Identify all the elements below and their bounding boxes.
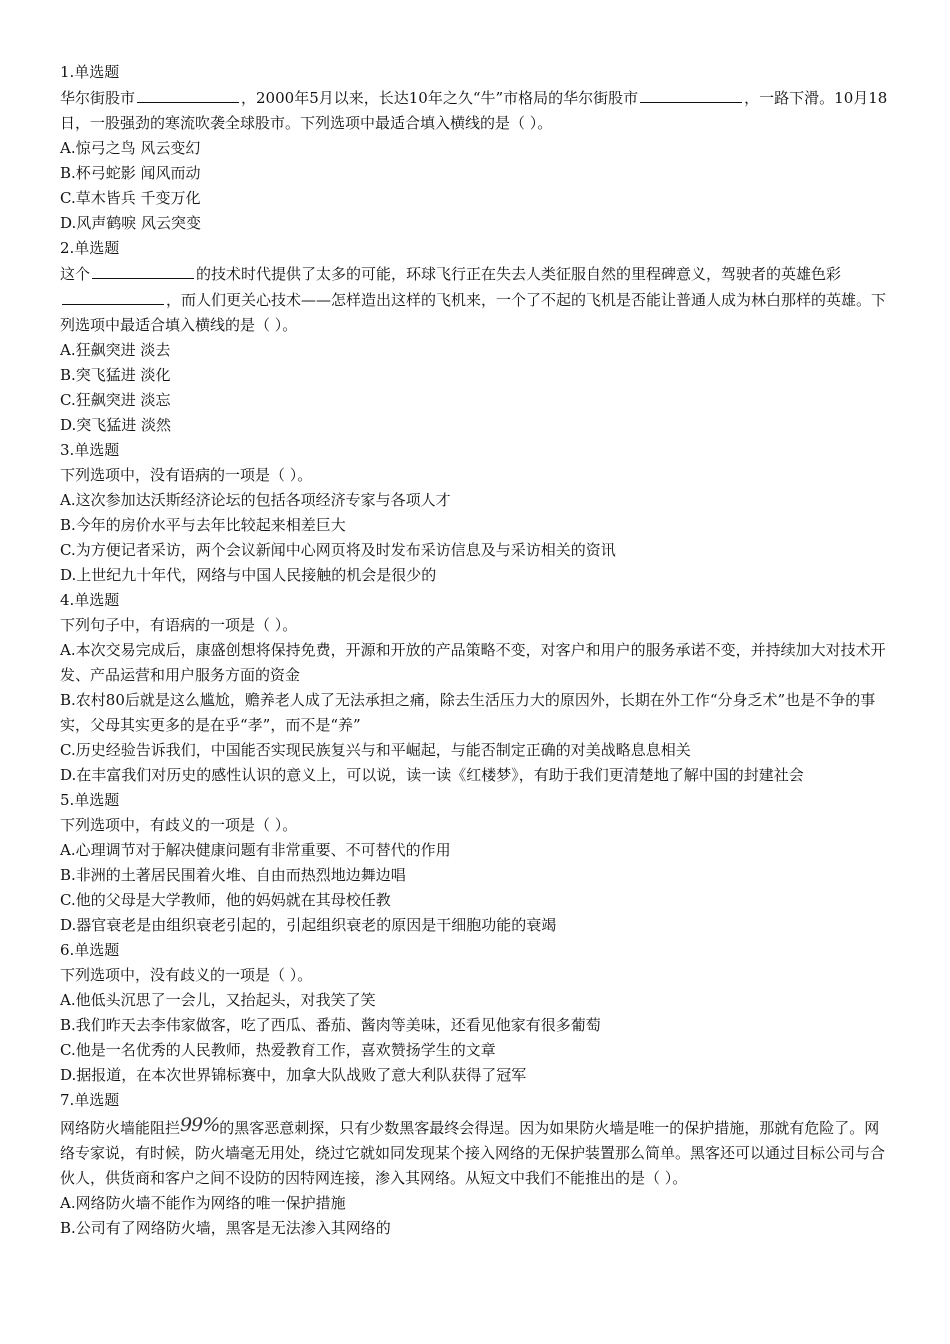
option-a: A.他低头沉思了一会儿，又抬起头，对我笑了笑 <box>60 991 376 1009</box>
fill-blank <box>62 287 164 305</box>
stem-text: 的技术时代提供了太多的可能，环球飞行正在失去人类征服自然的里程碑意义，驾驶者的英雄色彩 <box>196 265 842 283</box>
fill-blank <box>137 85 239 103</box>
option-a: A.本次交易完成后，康盛创想将保持免费，开源和开放的产品策略不变，对客户和用户的服务承诺不变，并持续加大对技术开发、产品运营和用户服务方面的资金 <box>60 641 886 684</box>
question-stem: 下列选项中，有歧义的一项是（ ）。 <box>60 816 298 834</box>
option-c: C.他的父母是大学教师，他的妈妈就在其母校任教 <box>60 891 391 909</box>
question-type-label: 6.单选题 <box>60 941 120 959</box>
option-a: A.心理调节对于解决健康问题有非常重要、不可替代的作用 <box>60 841 451 859</box>
document-page <box>60 60 890 1241</box>
option-b: B.今年的房价水平与去年比较起来相差巨大 <box>60 516 346 534</box>
option-c: C.狂飙突进 淡忘 <box>60 391 171 409</box>
option-b: B.突飞猛进 淡化 <box>60 366 171 384</box>
option-d: D.器官衰老是由组织衰老引起的，引起组织衰老的原因是干细胞功能的衰竭 <box>60 916 557 934</box>
stem-text: ，一路下滑。10月18日，一股强劲的寒流吹袭全球股市。下列选项中最适合填入横线的是（ ）。 <box>60 89 888 132</box>
stem-text: ，2000年5月以来，长达10年之久“牛”市格局的华尔街股市 <box>241 89 639 107</box>
question-type-label: 4.单选题 <box>60 591 120 609</box>
option-c: C.历史经验告诉我们，中国能否实现民族复兴与和平崛起，与能否制定正确的对美战略息息相关 <box>60 741 691 759</box>
question-stem <box>60 261 890 338</box>
percent-formula: 99% <box>180 1114 220 1136</box>
option-b: B.非洲的土著居民围着火堆、自由而热烈地边舞边唱 <box>60 866 406 884</box>
option-b: B.杯弓蛇影 闻风而动 <box>60 164 201 182</box>
option-d: D.风声鹤唳 风云突变 <box>60 214 202 232</box>
question-1 <box>60 60 890 236</box>
option-a: A.狂飙突进 淡去 <box>60 341 171 359</box>
option-c: C.草木皆兵 千变万化 <box>60 189 201 207</box>
question-2 <box>60 236 890 438</box>
fill-blank <box>92 261 194 279</box>
question-type-label: 2.单选题 <box>60 239 120 257</box>
option-d: D.上世纪九十年代，网络与中国人民接触的机会是很少的 <box>60 566 437 584</box>
stem-text: 的黑客恶意刺探，只有少数黑客最终会得逞。因为如果防火墙是唯一的保护措施，那就有危险了。网络专家说，有时候，防火墙毫无用处，绕过它就如同发现某个接入网络的无保护装置那么简单。黑客还可以通过目标公司与合伙人，供货商和客户之间不设防的因特网连接，渗入其网络。从短文中我们不能推出的是（ ）。 <box>60 1119 886 1187</box>
option-b: B.我们昨天去李伟家做客，吃了西瓜、番茄、酱肉等美味，还看见他家有很多葡萄 <box>60 1016 601 1034</box>
option-b: B.农村80后就是这么尴尬，赡养老人成了无法承担之痛，除去生活压力大的原因外，长期在外工作“分身乏术”也是不争的事实，父母其实更多的是在乎“孝”，而不是“养” <box>60 691 876 734</box>
question-stem <box>60 1113 890 1191</box>
option-d: D.在丰富我们对历史的感性认识的意义上，可以说，读一读《红楼梦》，有助于我们更清楚地了解中国的封建社会 <box>60 766 804 784</box>
question-6 <box>60 938 890 1088</box>
option-c: C.他是一名优秀的人民教师，热爱教育工作，喜欢赞扬学生的文章 <box>60 1041 496 1059</box>
question-stem <box>60 85 890 136</box>
option-a: A.这次参加达沃斯经济论坛的包括各项经济专家与各项人才 <box>60 491 451 509</box>
question-7 <box>60 1088 890 1241</box>
stem-text: ，而人们更关心技术——怎样造出这样的飞机来，一个了不起的飞机是否能让普通人成为林白那样的英雄。下列选项中最适合填入横线的是（ ）。 <box>60 291 887 334</box>
fill-blank <box>640 85 742 103</box>
question-4 <box>60 588 890 788</box>
question-5 <box>60 788 890 938</box>
option-a: A.惊弓之鸟 风云变幻 <box>60 139 201 157</box>
option-b: B.公司有了网络防火墙，黑客是无法渗入其网络的 <box>60 1219 391 1237</box>
stem-text: 网络防火墙能阻拦 <box>60 1119 181 1137</box>
option-d: D.突飞猛进 淡然 <box>60 416 172 434</box>
question-stem: 下列选项中，没有语病的一项是（ ）。 <box>60 466 313 484</box>
stem-text: 这个 <box>60 265 91 283</box>
question-stem: 下列选项中，没有歧义的一项是（ ）。 <box>60 966 313 984</box>
question-type-label: 3.单选题 <box>60 441 120 459</box>
question-3 <box>60 438 890 588</box>
stem-text: 华尔街股市 <box>60 89 136 107</box>
question-type-label: 5.单选题 <box>60 791 120 809</box>
question-type-label: 1.单选题 <box>60 63 120 81</box>
question-type-label: 7.单选题 <box>60 1091 120 1109</box>
option-d: D.据报道，在本次世界锦标赛中，加拿大队战败了意大利队获得了冠军 <box>60 1066 527 1084</box>
option-c: C.为方便记者采访，两个会议新闻中心网页将及时发布采访信息及与采访相关的资讯 <box>60 541 616 559</box>
question-stem: 下列句子中，有语病的一项是（ ）。 <box>60 616 298 634</box>
option-a: A.网络防火墙不能作为网络的唯一保护措施 <box>60 1194 346 1212</box>
